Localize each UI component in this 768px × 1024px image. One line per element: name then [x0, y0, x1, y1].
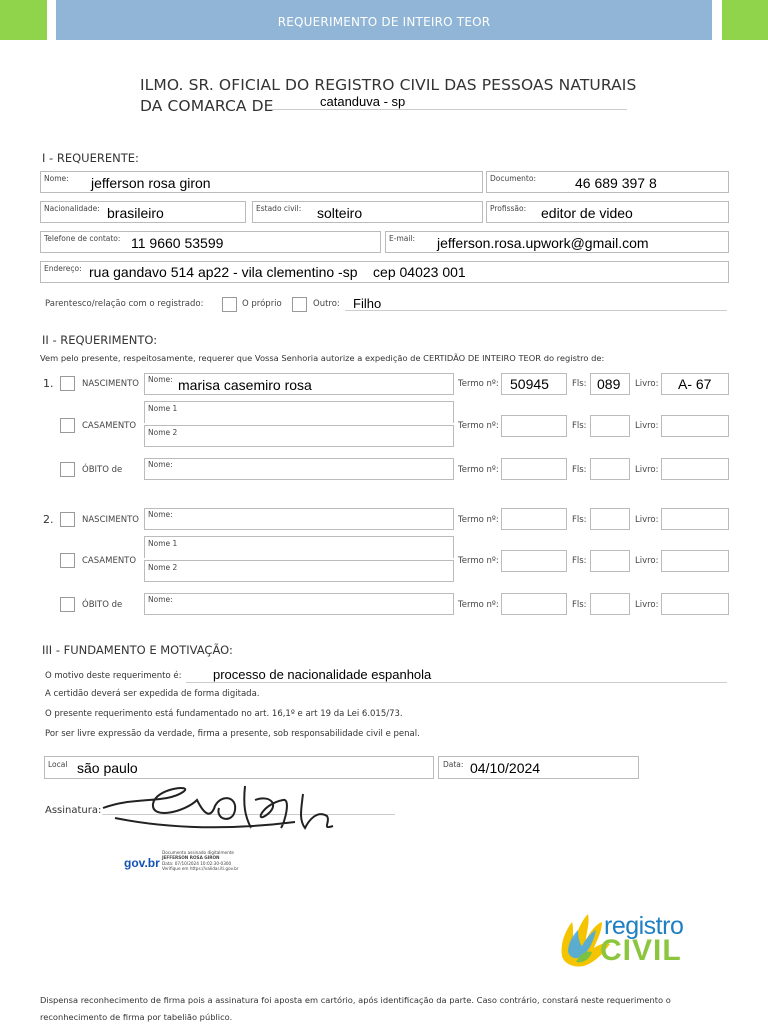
nacionalidade-label: Nacionalidade:: [44, 204, 100, 213]
casamento-2-termo-label: Termo nº:: [458, 556, 499, 566]
proprio-checkbox[interactable]: [222, 297, 237, 312]
endereco-value: rua gandavo 514 ap22 - vila clementino -sp cep 04023 001: [89, 264, 466, 280]
nome-value: jefferson rosa giron: [91, 175, 211, 191]
footer-line2: reconhecimento de firma por tabelião público.: [40, 1012, 233, 1022]
casamento-1-fls-label: Fls:: [572, 421, 587, 431]
section-fundamento-title: III - FUNDAMENTO E MOTIVAÇÃO:: [42, 643, 233, 657]
nascimento-1-checkbox[interactable]: [60, 376, 75, 391]
obito-2-fls-label: Fls:: [572, 600, 587, 610]
telefone-label: Telefone de contato:: [44, 234, 121, 243]
casamento-1-termo-label: Termo nº:: [458, 421, 499, 431]
requerimento-intro: Vem pelo presente, respeitosamente, requerer que Vossa Senhoria autorize a expedição de CERTIDÃO DE INTEIRO TEOR do registro de:: [40, 353, 605, 363]
outro-value[interactable]: Filho: [353, 296, 382, 311]
nascimento-2-fls-field[interactable]: [590, 508, 630, 530]
local-label: Local: [48, 760, 68, 769]
obito-2-nome-field[interactable]: [144, 593, 454, 615]
local-value: são paulo: [77, 760, 138, 776]
obito-2-livro-field[interactable]: [661, 593, 729, 615]
obito-2-termo-label: Termo nº:: [458, 600, 499, 610]
nascimento-2-checkbox[interactable]: [60, 512, 75, 527]
casamento-1-fls-field[interactable]: [590, 415, 630, 437]
comarca-value[interactable]: catanduva - sp: [320, 94, 406, 109]
casamento-2-termo-field[interactable]: [501, 550, 567, 572]
item-number-2: 2.: [43, 513, 54, 526]
govbr-logo-text: gov.br: [124, 856, 160, 870]
nascimento-1-livro-label: Livro:: [635, 379, 659, 389]
section-requerente-title: I - REQUERENTE:: [42, 151, 139, 165]
nascimento-1-fls-label: Fls:: [572, 379, 587, 389]
nascimento-1-termo-label: Termo nº:: [458, 379, 499, 389]
casamento-1-nome2-field[interactable]: [144, 425, 454, 447]
casamento-2-fls-field[interactable]: [590, 550, 630, 572]
obito-2-termo-field[interactable]: [501, 593, 567, 615]
documento-label: Documento:: [490, 174, 536, 183]
data-value: 04/10/2024: [470, 760, 541, 776]
obito-1-nome-label: Nome:: [148, 460, 173, 469]
nacionalidade-value: brasileiro: [107, 205, 164, 221]
fundamento-line1: A certidão deverá ser expedida de forma digitada.: [45, 689, 260, 699]
header-line2: DA COMARCA DE: [140, 97, 274, 115]
outro-underline: [345, 295, 727, 311]
govbr-line3: Data: 07/10/2024 10:02:30-0300: [162, 860, 232, 866]
obito-2-fls-field[interactable]: [590, 593, 630, 615]
obito-2-livro-label: Livro:: [635, 600, 659, 610]
fundamento-line2: O presente requerimento está fundamentado no art. 16,1º e art 19 da Lei 6.015/73.: [45, 709, 403, 719]
casamento-1-checkbox[interactable]: [60, 418, 75, 433]
parentesco-label: Parentesco/relação com o registrado:: [45, 299, 204, 309]
nascimento-1-termo-value: 50945: [510, 376, 549, 392]
section-requerimento-title: II - REQUERIMENTO:: [42, 333, 158, 347]
obito-2-label: ÓBITO de: [82, 600, 123, 610]
endereco-label: Endereço:: [44, 264, 82, 273]
outro-checkbox[interactable]: [292, 297, 307, 312]
nascimento-2-termo-field[interactable]: [501, 508, 567, 530]
nascimento-1-nome-value: marisa casemiro rosa: [178, 377, 312, 393]
casamento-2-label: CASAMENTO: [82, 556, 137, 566]
nascimento-2-termo-label: Termo nº:: [458, 515, 499, 525]
nascimento-2-nome-label: Nome:: [148, 510, 173, 519]
fundamento-line3: Por ser livre expressão da verdade, firma a presente, sob responsabilidade civil e penal.: [45, 729, 420, 739]
estado-civil-label: Estado civil:: [256, 204, 302, 213]
casamento-1-livro-field[interactable]: [661, 415, 729, 437]
govbr-line4: Verifique em https://validar.iti.gov.br: [162, 866, 239, 872]
casamento-2-nome1-field[interactable]: [144, 536, 454, 558]
nascimento-1-nome-label: Nome:: [148, 375, 173, 384]
corner-left-accent: [0, 0, 47, 40]
obito-2-checkbox[interactable]: [60, 597, 75, 612]
casamento-2-livro-label: Livro:: [635, 556, 659, 566]
casamento-1-nome1-field[interactable]: [144, 401, 454, 423]
corner-right-accent: [722, 0, 768, 40]
motivo-label: O motivo deste requerimento é:: [45, 671, 182, 681]
nascimento-1-fls-value: 089: [597, 376, 621, 392]
proprio-label: O próprio: [242, 299, 282, 309]
casamento-2-nome2-label: Nome 2: [148, 563, 178, 572]
signature-drawing: [95, 776, 345, 836]
logo-registro-text: registro: [604, 912, 684, 940]
casamento-1-nome2-label: Nome 2: [148, 428, 178, 437]
data-label: Data:: [443, 760, 464, 769]
casamento-1-termo-field[interactable]: [501, 415, 567, 437]
casamento-2-fls-label: Fls:: [572, 556, 587, 566]
casamento-1-label: CASAMENTO: [82, 421, 137, 431]
documento-value: 46 689 397 8: [575, 175, 657, 191]
header-line1: ILMO. SR. OFICIAL DO REGISTRO CIVIL DAS PESSOAS NATURAIS: [140, 76, 637, 94]
email-value: jefferson.rosa.upwork@gmail.com: [437, 235, 649, 251]
obito-1-nome-field[interactable]: [144, 458, 454, 480]
casamento-1-livro-label: Livro:: [635, 421, 659, 431]
nascimento-1-label: NASCIMENTO: [82, 379, 139, 389]
obito-2-nome-label: Nome:: [148, 595, 173, 604]
estado-civil-value: solteiro: [317, 205, 363, 221]
obito-1-termo-label: Termo nº:: [458, 465, 499, 475]
obito-1-livro-field[interactable]: [661, 458, 729, 480]
casamento-1-nome1-label: Nome 1: [148, 404, 178, 413]
nascimento-1-livro-value: A- 67: [678, 376, 712, 392]
obito-1-label: ÓBITO de: [82, 465, 123, 475]
obito-1-fls-label: Fls:: [572, 465, 587, 475]
item-number-1: 1.: [43, 377, 54, 390]
outro-label: Outro:: [313, 299, 340, 309]
profissao-value: editor de video: [541, 205, 633, 221]
logo-civil-text: CIVIL: [600, 934, 682, 967]
casamento-2-checkbox[interactable]: [60, 553, 75, 568]
profissao-label: Profissão:: [490, 204, 527, 213]
motivo-value[interactable]: processo de nacionalidade espanhola: [213, 667, 432, 682]
govbr-logo: [124, 856, 160, 870]
banner-title: REQUERIMENTO DE INTEIRO TEOR: [56, 0, 712, 40]
obito-1-termo-field[interactable]: [501, 458, 567, 480]
govbr-line1: Documento assinado digitalmente: [162, 850, 234, 855]
govbr-line2: JEFFERSON ROSA GIRON: [162, 855, 220, 861]
telefone-value: 11 9660 53599: [131, 235, 224, 251]
obito-1-fls-field[interactable]: [590, 458, 630, 480]
obito-1-checkbox[interactable]: [60, 462, 75, 477]
nome-label: Nome:: [44, 174, 69, 183]
nascimento-2-fls-label: Fls:: [572, 515, 587, 525]
govbr-info: [162, 850, 239, 872]
nascimento-2-livro-field[interactable]: [661, 508, 729, 530]
nascimento-2-label: NASCIMENTO: [82, 515, 139, 525]
assinatura-label: Assinatura:: [45, 805, 102, 816]
nascimento-2-nome-field[interactable]: [144, 508, 454, 530]
casamento-2-nome1-label: Nome 1: [148, 539, 178, 548]
casamento-2-nome2-field[interactable]: [144, 560, 454, 582]
casamento-2-livro-field[interactable]: [661, 550, 729, 572]
nascimento-2-livro-label: Livro:: [635, 515, 659, 525]
obito-1-livro-label: Livro:: [635, 465, 659, 475]
footer-line1: Dispensa reconhecimento de firma pois a assinatura foi aposta em cartório, após identificação da parte. Caso contrário, constará neste requerimento o: [40, 995, 671, 1005]
email-label: E-mail:: [389, 234, 416, 243]
